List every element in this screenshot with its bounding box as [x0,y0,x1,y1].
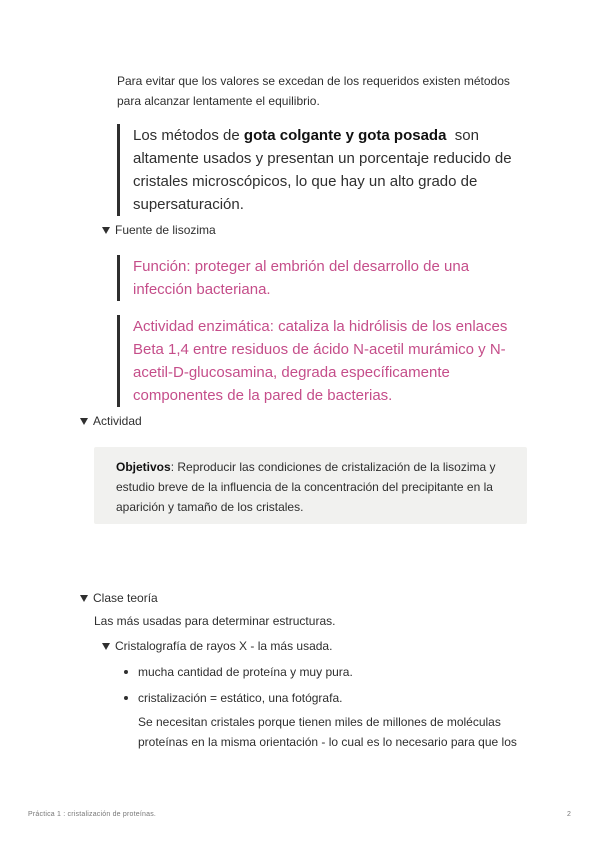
list-item [124,688,342,708]
quote-metodos-bold: gota colgante y gota posada [243,127,447,144]
bullet-icon [124,696,128,700]
toggle-fuente-label: Fuente de lisozima [115,223,216,237]
callout-objetivos [94,447,527,524]
bullet-text: mucha cantidad de proteína y muy pura. [138,665,353,679]
page-number: 2 [567,811,572,818]
quote-actividad-enzimatica: Actividad enzimática: cataliza la hidrólisis de los enlaces Beta 1,4 entre residuos de ácido N-acetil murámico y N-acetil-D-glucosamina, degrada específicamente componentes de la pared de bacterias. [117,315,533,407]
footer-title: Práctica 1 : cristalización de proteínas. [28,811,157,818]
triangle-down-icon[interactable] [80,595,88,602]
bullet-icon [124,670,128,674]
toggle-actividad[interactable] [80,411,142,431]
quote-funcion: Función: proteger al embrión del desarrollo de una infección bacteriana. [117,255,513,301]
toggle-clase-label: Clase teoría [93,591,158,605]
callout-text: : Reproducir las condiciones de cristalización de la lisozima y estudio breve de la influencia de la concentración del precipitante en la aparición y tamaño de los cristales. [116,460,496,514]
triangle-down-icon[interactable] [102,227,110,234]
intro-paragraph: Para evitar que los valores se excedan de los requeridos existen métodos para alcanzar lentamente el equilibrio. [117,74,510,108]
quote-metodos-before: Los métodos de [133,127,244,144]
toggle-cristalografia-label: Cristalografía de rayos X - la más usada. [115,639,333,653]
list-item [124,662,353,682]
toggle-cristalografia[interactable] [102,636,332,656]
toggle-fuente-de-lisozima[interactable] [102,220,216,240]
triangle-down-icon[interactable] [102,643,110,650]
bullet-text: cristalización = estático, una fotógrafa. [138,691,343,705]
triangle-down-icon[interactable] [80,418,88,425]
callout-bold: Objetivos [116,460,171,474]
bullet-continuation: Se necesitan cristales porque tienen miles de millones de moléculas proteínas en la misma orientación - lo cual es lo necesario para que los [138,715,517,749]
toggle-clase-teoria[interactable] [80,588,158,608]
quote-metodos-after: son altamente usados y presentan un porcentaje reducido de cristales microscópicos, lo que hay un alto grado de supersaturación. [133,127,516,213]
clase-text: Las más usadas para determinar estructuras. [94,614,336,628]
quote-metodos [117,124,533,216]
toggle-actividad-label: Actividad [93,414,142,428]
